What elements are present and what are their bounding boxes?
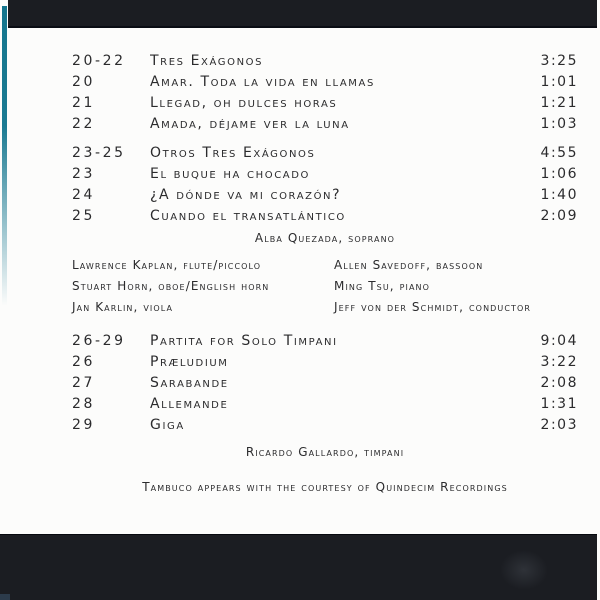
track-title: El buque ha chocado — [150, 166, 310, 183]
track-number: 24 — [72, 186, 96, 203]
track-row — [72, 373, 578, 394]
top-black-bar — [8, 0, 597, 28]
soprano-credit: Alba Quezada, soprano — [254, 231, 396, 245]
performers-right-column — [334, 255, 531, 318]
performer-credit: Jeff von der Schmidt, conductor — [334, 300, 532, 314]
track-duration: 1:03 — [540, 115, 578, 132]
track-duration: 2:09 — [540, 207, 578, 224]
track-duration: 2:08 — [540, 374, 578, 391]
timpani-credit: Ricardo Gallardo, timpani — [245, 445, 405, 459]
track-row — [72, 205, 578, 226]
left-accent-strip — [2, 6, 7, 306]
track-row — [72, 164, 578, 185]
track-number: 25 — [72, 207, 96, 224]
corner-scan-artifact — [0, 594, 10, 600]
track-title: Allemande — [150, 395, 229, 412]
track-number: 20-22 — [72, 53, 126, 70]
performer-credit: Ming Tsu, piano — [334, 279, 431, 293]
track-duration: 2:03 — [540, 416, 578, 433]
performers-left-column — [72, 255, 269, 318]
track-number: 27 — [72, 374, 96, 391]
track-row — [72, 352, 578, 373]
performer-credit: Allen Savedoff, bassoon — [334, 258, 484, 272]
track-number: 29 — [72, 416, 96, 433]
track-duration: 4:55 — [540, 145, 578, 162]
track-section-tres-exagonos — [72, 51, 578, 134]
track-number: 26-29 — [72, 333, 126, 350]
performers-block — [72, 255, 578, 321]
track-number: 23-25 — [72, 145, 126, 162]
track-row — [72, 393, 578, 414]
track-number: 28 — [72, 395, 96, 412]
performer-credit: Stuart Horn, oboe/English horn — [72, 279, 270, 293]
track-title: Amar. Toda la vida en llamas — [150, 74, 375, 91]
track-number: 26 — [72, 354, 96, 371]
track-row — [72, 143, 578, 164]
track-section-otros-tres-exagonos — [72, 143, 578, 226]
track-row — [72, 51, 578, 72]
track-row — [72, 113, 578, 134]
track-duration: 1:40 — [540, 186, 578, 203]
courtesy-note: Tambuco appears with the courtesy of Quindecim Recordings — [142, 480, 508, 494]
track-row — [72, 185, 578, 206]
track-title: Giga — [150, 416, 185, 433]
track-title: Llegad, oh dulces horas — [150, 94, 338, 111]
track-number: 22 — [72, 115, 96, 132]
track-number: 21 — [72, 94, 96, 111]
performer-credit: Lawrence Kaplan, flute/piccolo — [72, 258, 262, 272]
performer-credit: Jan Karlin, viola — [72, 300, 174, 314]
track-duration: 1:06 — [540, 166, 578, 183]
track-row — [72, 414, 578, 435]
track-title: Sarabande — [150, 374, 229, 391]
track-title: Præludium — [150, 354, 229, 371]
track-title: Partita for Solo Timpani — [150, 333, 338, 350]
track-row — [72, 72, 578, 93]
track-duration: 1:31 — [540, 395, 578, 412]
watermark-logo — [500, 550, 548, 590]
track-title: ¿A dónde va mi corazón? — [150, 186, 342, 203]
track-duration: 3:22 — [540, 354, 578, 371]
track-number: 20 — [72, 74, 96, 91]
track-row — [72, 331, 578, 352]
track-title: Cuando el transatlántico — [150, 207, 346, 224]
track-duration: 1:01 — [540, 74, 578, 91]
track-title: Amada, déjame ver la luna — [150, 115, 350, 132]
track-section-partita — [72, 331, 578, 435]
track-title: Otros Tres Exágonos — [150, 145, 316, 162]
track-duration: 9:04 — [540, 333, 578, 350]
track-row — [72, 93, 578, 114]
track-duration: 3:25 — [540, 53, 578, 70]
track-duration: 1:21 — [540, 94, 578, 111]
track-title: Tres Exágonos — [150, 53, 264, 70]
track-number: 23 — [72, 166, 96, 183]
